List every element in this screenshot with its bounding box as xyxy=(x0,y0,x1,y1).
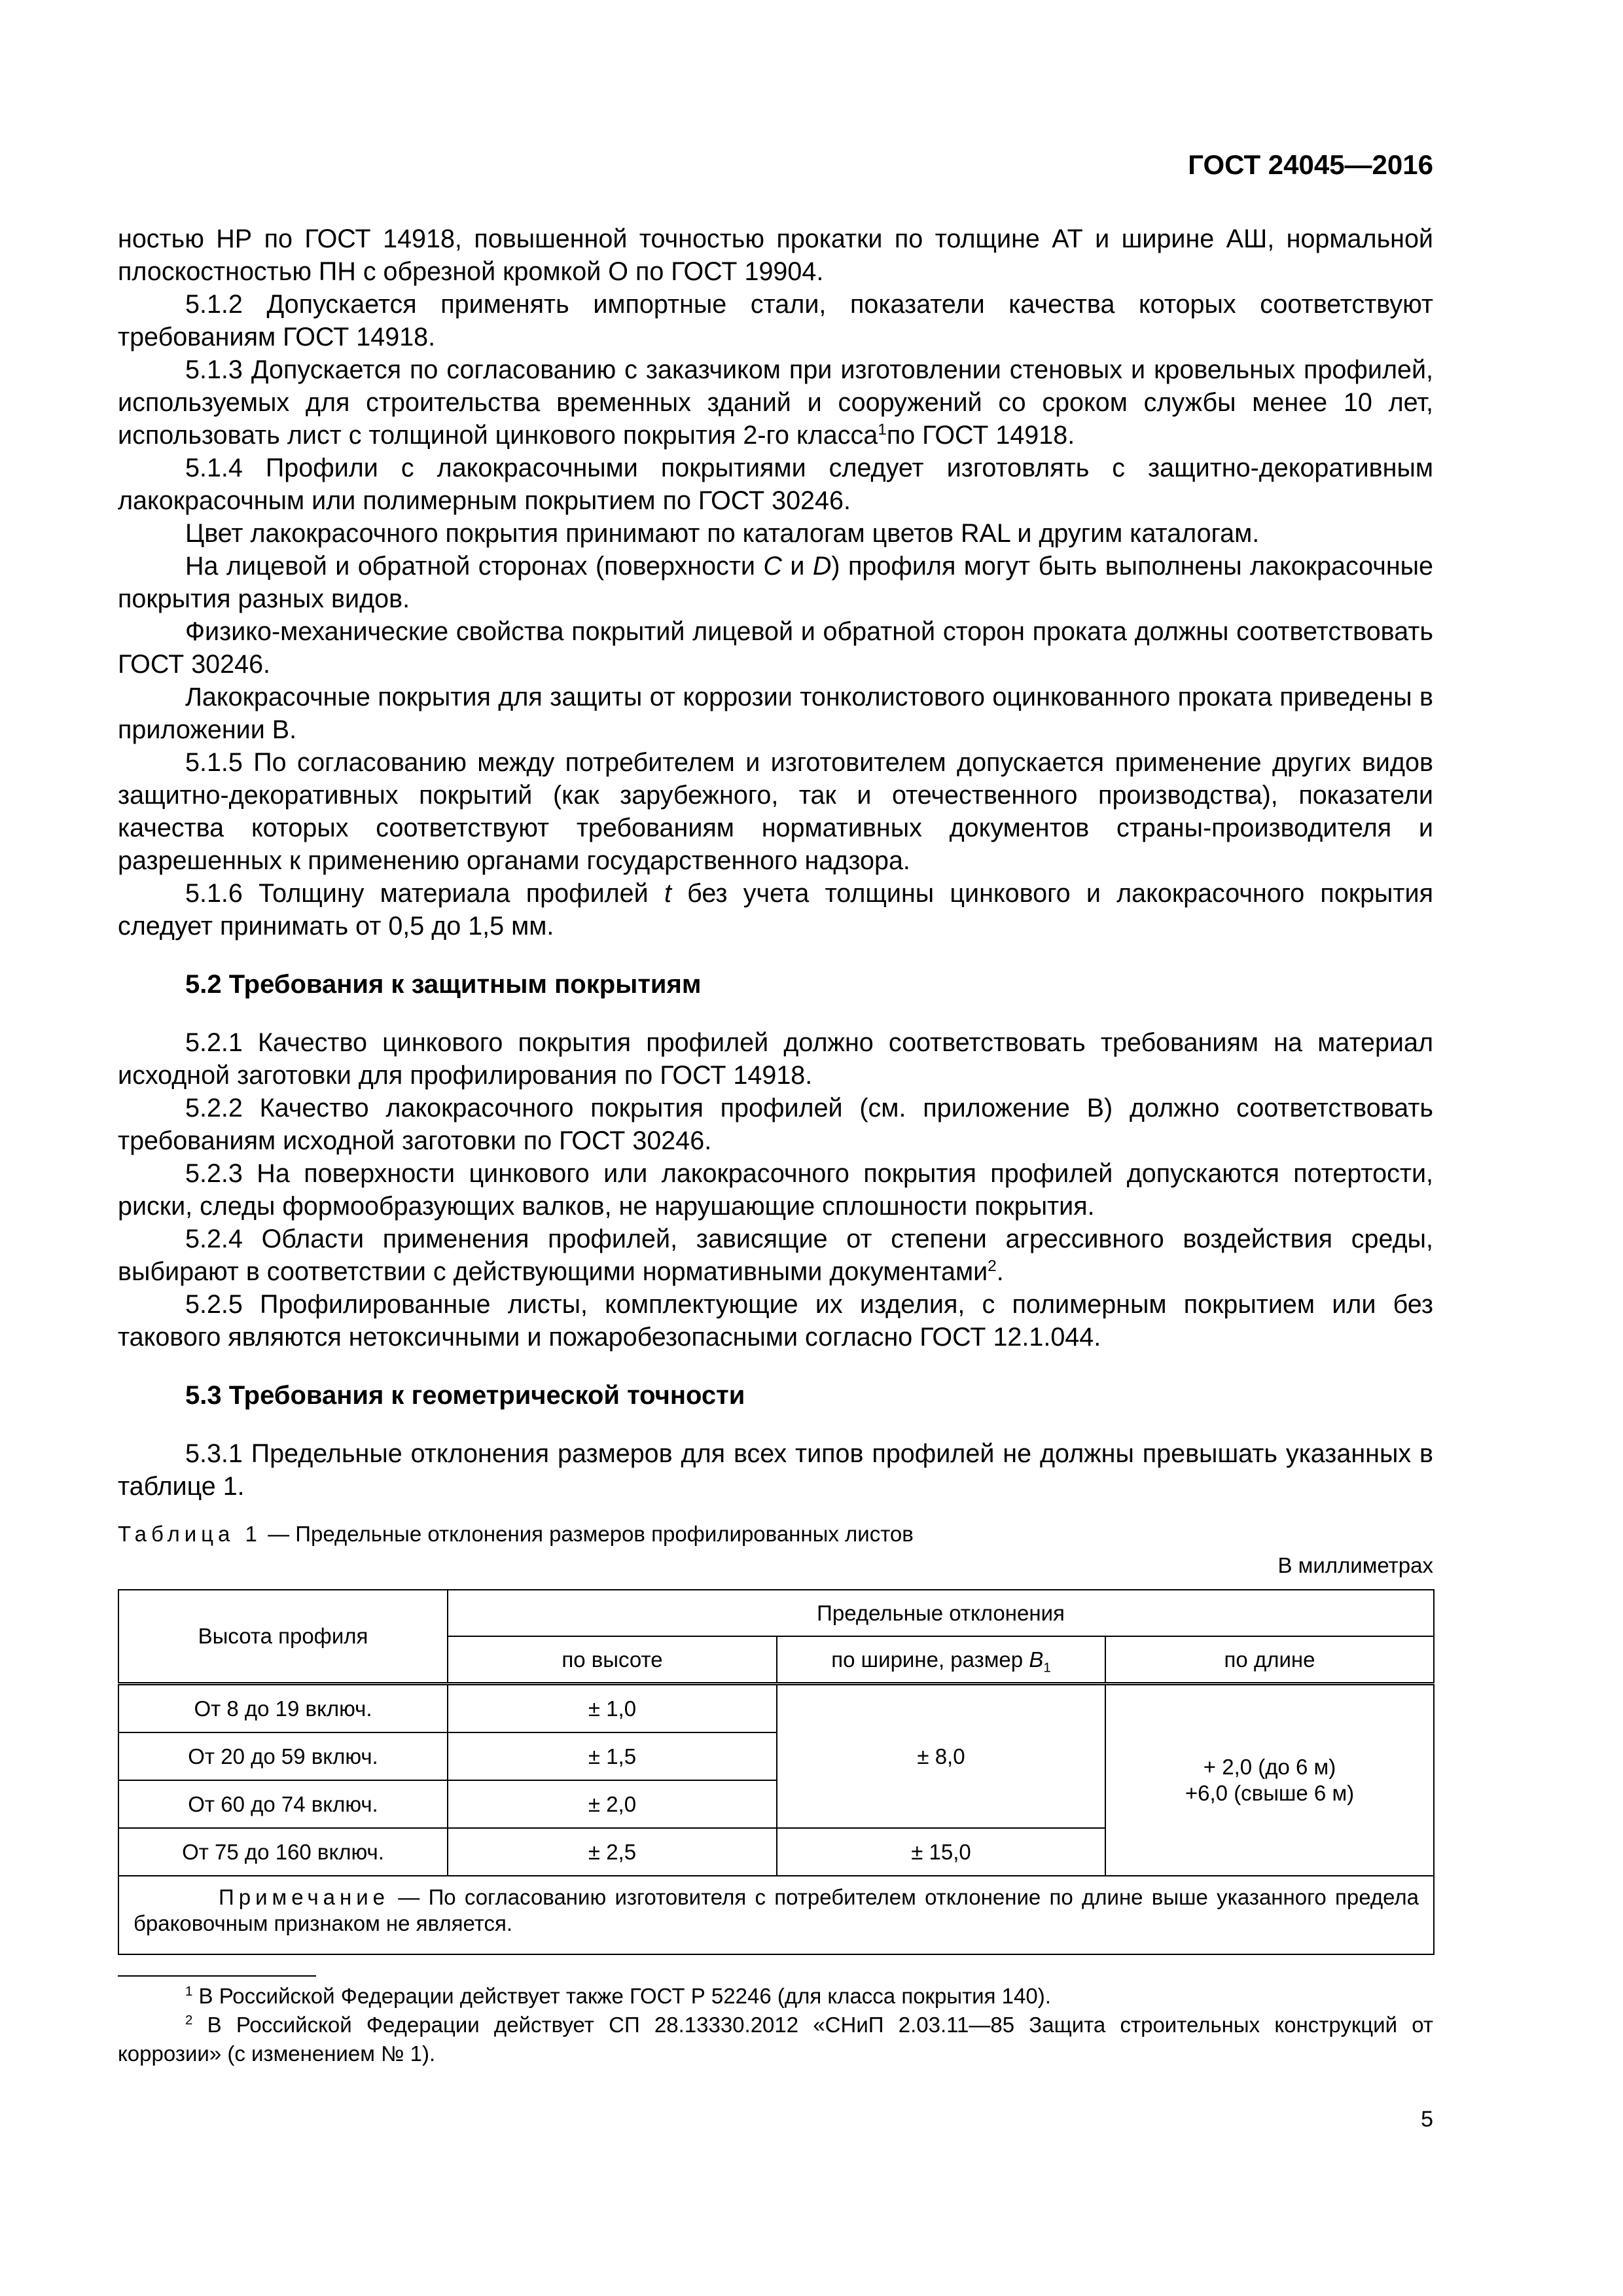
footnote-ref-1: 1 xyxy=(878,420,887,439)
paragraph-5-2-3: 5.2.3 На поверхности цинкового или лакокрасочного покрытия профилей допускаются потертости, риски, следы формообразующих валков, не нарушающие сплошности покрытия. xyxy=(118,1159,1433,1221)
paragraph-continuation: ностью НР по ГОСТ 14918, повышенной точностью прокатки по толщине АТ и ширине АШ, нормальной плоскостностью ПН с обрезной кромкой О по ГОСТ 19904. xyxy=(118,224,1433,286)
paragraph-5-2-4-text: 5.2.4 Области применения профилей, зависящие от степени агрессивного воздействия среды, выбирают в соответствии с действующими нормативными документами xyxy=(118,1225,1433,1286)
paragraph-physical-properties: Физико-механические свойства покрытий лицевой и обратной сторон проката должны соответствовать ГОСТ 30246. xyxy=(118,617,1433,679)
col-header-by-width xyxy=(777,1636,1105,1684)
cell-width-deviation: ± 15,0 xyxy=(777,1828,1105,1876)
width-symbol-subscript: 1 xyxy=(1043,1660,1051,1676)
width-symbol: B xyxy=(1029,1647,1044,1672)
paragraph-5-1-6-end: без учета толщины цинкового и лакокрасочного покрытия следует принимать от 0,5 до 1,5 мм. xyxy=(118,879,1433,941)
paragraph-5-3-1: 5.3.1 Предельные отклонения размеров для всех типов профилей не должны превышать указанных в таблице 1. xyxy=(118,1439,1433,1501)
table-note xyxy=(118,1876,1434,1954)
surface-c-symbol: C xyxy=(763,552,782,581)
table-header-row xyxy=(118,1590,1434,1636)
deviation-table xyxy=(118,1589,1435,1955)
cell-height-deviation: ± 1,0 xyxy=(448,1684,777,1733)
footnote-ref-2: 2 xyxy=(988,1257,997,1275)
table-units: В миллиметрах xyxy=(1277,1553,1433,1577)
paragraph-corrosion-coatings: Лакокрасочные покрытия для защиты от коррозии тонколистового оцинкованного проката приведены в приложении В. xyxy=(118,683,1433,744)
table-note-indent xyxy=(134,1885,219,1909)
paragraph-5-1-5: 5.1.5 По согласованию между потребителем и изготовителем допускается применение других видов защитно-декоративных покрытий (как зарубежного, так и отечественного производства), показатели качества которых соответствуют требованиям нормативных документов страны-производителя и разрешенных к применению органами государственного надзора. xyxy=(118,748,1433,875)
page-number: 5 xyxy=(1421,2107,1433,2132)
thickness-symbol: t xyxy=(664,879,671,908)
col-header-by-height: по высоте xyxy=(448,1636,777,1684)
cell-height-range: От 8 до 19 включ. xyxy=(118,1684,448,1733)
paragraph-5-1-3-end: по ГОСТ 14918. xyxy=(886,421,1075,450)
paragraph-surfaces xyxy=(118,550,1433,615)
paragraph-5-2-4-end: . xyxy=(996,1257,1004,1286)
table-note-label: Примечание xyxy=(219,1885,390,1909)
col-header-group: Предельные отклонения xyxy=(448,1590,1434,1636)
table-row xyxy=(118,1684,1434,1733)
footnote-number: 2 xyxy=(185,2013,193,2028)
paragraph-5-1-3-text: 5.1.3 Допускается по согласованию с заказчиком при изготовлении стеновых и кровельных профилей, используемых для строительства временных зданий и сооружений со сроком службы менее 10 лет, использовать лист с толщиной цинкового покрытия 2-го класса xyxy=(118,355,1433,450)
table-note-row xyxy=(118,1876,1434,1954)
footnote-2 xyxy=(118,2011,1433,2068)
cell-height-range: От 60 до 74 включ. xyxy=(118,1780,448,1828)
paragraph-surfaces-and: и xyxy=(781,552,813,581)
paragraph-5-2-1: 5.2.1 Качество цинкового покрытия профилей должно соответствовать требованиям на материал исходной заготовки для профилирования по ГОСТ 14918. xyxy=(118,1028,1433,1090)
footnote-text: В Российской Федерации действует также ГОСТ Р 52246 (для класса покрытия 140). xyxy=(192,1984,1051,2008)
col-header-profile-height: Высота профиля xyxy=(118,1590,448,1684)
table-caption-text: — Предельные отклонения размеров профилированных листов xyxy=(261,1522,914,1546)
paragraph-5-2-2: 5.2.2 Качество лакокрасочного покрытия профилей (см. приложение В) должно соответствовать требованиям исходной заготовки по ГОСТ 30246. xyxy=(118,1094,1433,1155)
footnote-1 xyxy=(118,1982,1433,2011)
paragraph-color-catalog: Цвет лакокрасочного покрытия принимают по каталогам цветов RAL и другим каталогам. xyxy=(185,519,1260,548)
length-deviation-line-1: + 2,0 (до 6 м) xyxy=(1203,1755,1336,1779)
table-caption xyxy=(118,1520,1433,1549)
document-code-header: ГОСТ 24045—2016 xyxy=(1188,149,1433,180)
section-heading-5-2: 5.2 Требования к защитным покрытиям xyxy=(185,970,702,999)
table-note-text: — По согласованию изготовителя с потребителем отклонение по длине выше указанного предела браковочным признаком не является. xyxy=(134,1885,1419,1935)
footnotes xyxy=(118,1982,1433,2068)
paragraph-5-1-6-text: 5.1.6 Толщину материала профилей xyxy=(185,879,664,908)
surface-d-symbol: D xyxy=(812,552,832,581)
paragraph-5-1-3 xyxy=(118,353,1433,452)
cell-height-deviation: ± 1,5 xyxy=(448,1732,777,1780)
paragraph-5-2-5: 5.2.5 Профилированные листы, комплектующие их изделия, с полимерным покрытием или без такового являются нетоксичными и пожаробезопасными согласно ГОСТ 12.1.044. xyxy=(118,1290,1433,1352)
cell-height-deviation: ± 2,5 xyxy=(448,1828,777,1876)
paragraph-5-1-4: 5.1.4 Профили с лакокрасочными покрытиями следует изготовлять с защитно-декоративным лакокрасочным или полимерным покрытием по ГОСТ 30246. xyxy=(118,454,1433,515)
paragraph-5-1-6 xyxy=(118,877,1433,942)
cell-length-deviation-merged xyxy=(1105,1684,1434,1876)
cell-height-range: От 75 до 160 включ. xyxy=(118,1828,448,1876)
paragraph-surfaces-text: На лицевой и обратной сторонах (поверхности xyxy=(185,552,764,581)
cell-height-deviation: ± 2,0 xyxy=(448,1780,777,1828)
body-text xyxy=(118,223,1433,1955)
paragraph-5-2-4 xyxy=(118,1223,1433,1288)
footnote-separator xyxy=(118,1975,316,1977)
col-header-by-width-text: по ширине, размер xyxy=(831,1647,1029,1672)
paragraph-5-1-2: 5.1.2 Допускается применять импортные стали, показатели качества которых соответствуют требованиям ГОСТ 14918. xyxy=(118,290,1433,351)
length-deviation-line-2: +6,0 (свыше 6 м) xyxy=(1185,1781,1355,1805)
col-header-by-length: по длине xyxy=(1105,1636,1434,1684)
table-caption-label: Таблица 1 xyxy=(118,1522,262,1546)
cell-width-deviation-merged: ± 8,0 xyxy=(777,1684,1105,1829)
footnote-text: В Российской Федерации действует СП 28.13330.2012 «СНиП 2.03.11—85 Защита строительных конструкций от коррозии» (с изменением № 1). xyxy=(118,2013,1433,2066)
paragraph-surfaces-end: ) профиля могут быть выполнены лакокрасочные покрытия разных видов. xyxy=(118,552,1434,613)
footnote-number: 1 xyxy=(185,1984,193,1999)
section-heading-5-3: 5.3 Требования к геометрической точности xyxy=(185,1381,745,1410)
cell-height-range: От 20 до 59 включ. xyxy=(118,1732,448,1780)
